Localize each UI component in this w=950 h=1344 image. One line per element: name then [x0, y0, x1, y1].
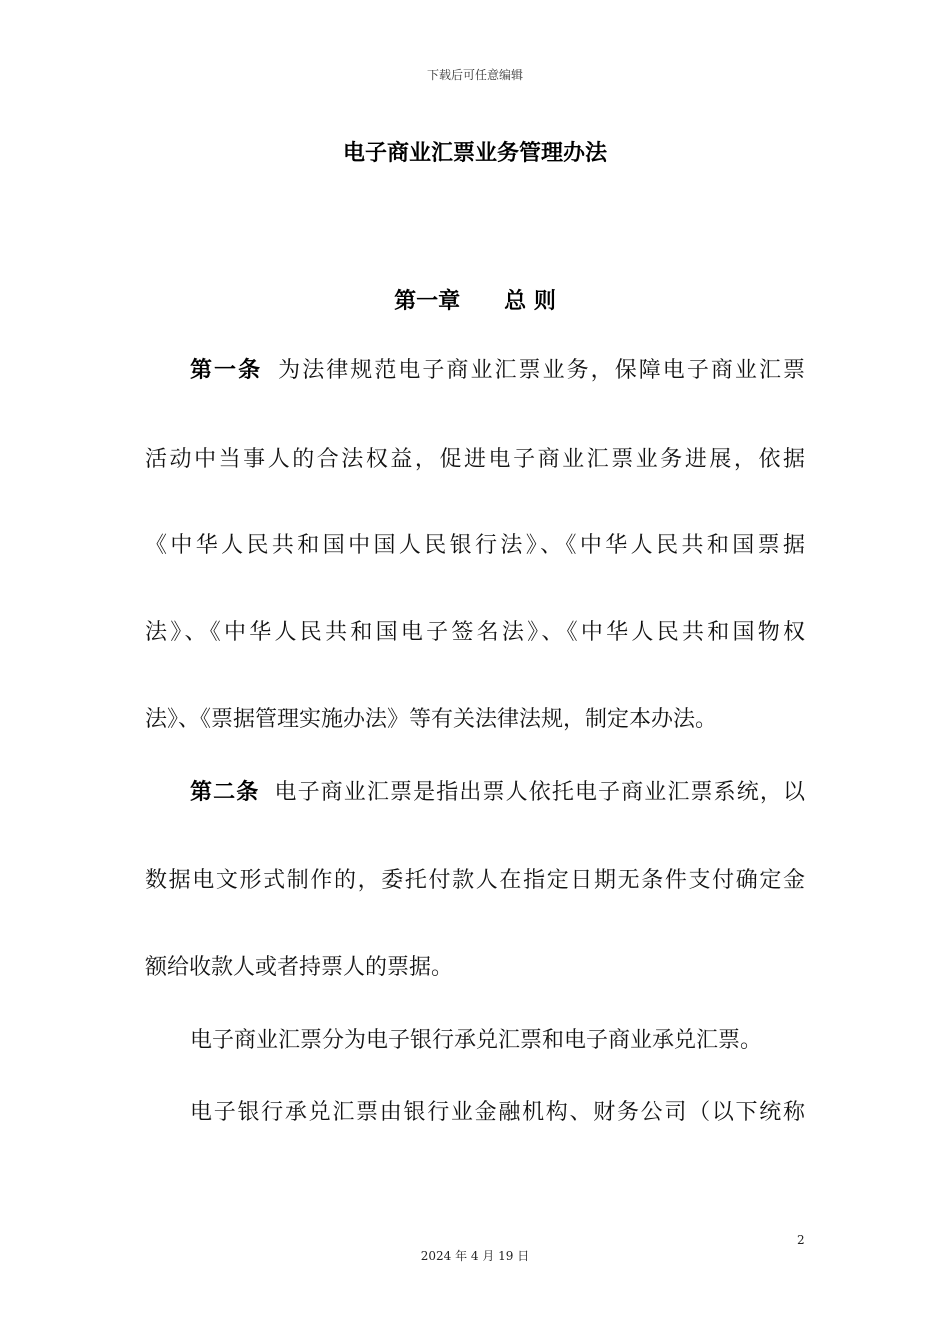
paragraph-bank-acceptance: 电子银行承兑汇票由银行业金融机构、财务公司（以下统称	[190, 1100, 805, 1125]
footer-date: 2024 年 4 月 19 日	[420, 1249, 530, 1263]
chapter-heading	[0, 284, 950, 315]
article-1-line-2: 活动中当事人的合法权益，促进电子商业汇票业务进展，依据	[145, 447, 805, 472]
paragraph-bill-types: 电子商业汇票分为电子银行承兑汇票和电子商业承兑汇票。	[190, 1028, 763, 1053]
article-2-line-1	[190, 776, 805, 810]
article-1-line-5: 法》、《票据管理实施办法》等有关法律法规，制定本办法。	[145, 707, 718, 732]
page-number: 2	[797, 1233, 805, 1247]
article-1-line-3: 《中华人民共和国中国人民银行法》、《中华人民共和国票据	[145, 533, 805, 558]
article-2-label: 第二条	[190, 780, 260, 805]
chapter-name: 总 则	[504, 289, 556, 314]
article-1-line-1	[190, 354, 805, 388]
article-2-text-1: 电子商业汇票是指出票人依托电子商业汇票系统，以	[273, 780, 805, 805]
chapter-number: 第一章	[394, 289, 461, 314]
article-1-line-4: 法》、《中华人民共和国电子签名法》、《中华人民共和国物权	[145, 620, 805, 645]
article-2-line-2: 数据电文形式制作的，委托付款人在指定日期无条件支付确定金	[145, 868, 805, 893]
article-2-line-3: 额给收款人或者持票人的票据。	[145, 955, 454, 980]
article-1-label: 第一条	[190, 358, 263, 383]
header-note: 下载后可任意编辑	[426, 68, 523, 82]
article-1-text-1: 为法律规范电子商业汇票业务，保障电子商业汇票	[276, 358, 805, 383]
document-title: 电子商业汇票业务管理办法	[342, 141, 607, 166]
